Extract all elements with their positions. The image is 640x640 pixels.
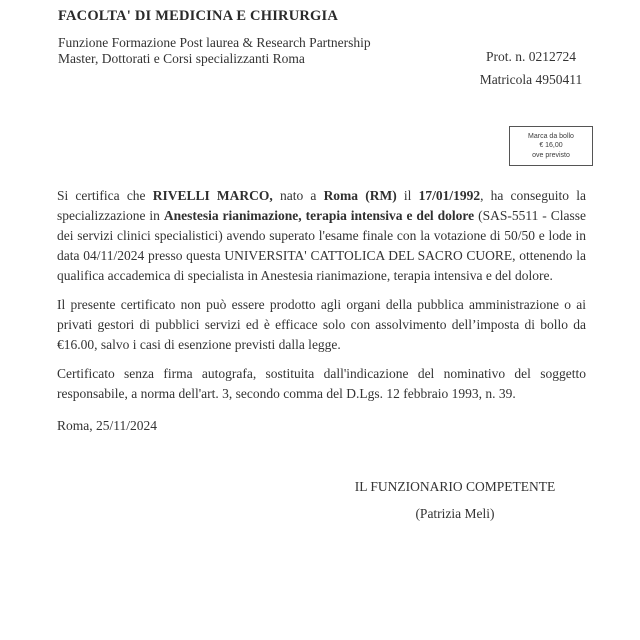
signatory-role: IL FUNZIONARIO COMPETENTE (354, 479, 556, 494)
letterhead (58, 8, 371, 66)
signatory-name: (Patrizia Meli) (415, 506, 495, 521)
department-line-2: Master, Dottorati e Corsi specializzanti Roma (58, 50, 305, 66)
protocol-number: Prot. n. 0212724 (485, 49, 576, 64)
protocol-block (431, 48, 631, 94)
matricola-number: Matricola 4950411 (479, 72, 583, 87)
revenue-stamp-box (509, 126, 593, 166)
stamp-line-1: Marca da bollo (528, 132, 574, 140)
signature-notice-paragraph: Certificato senza firma autografa, sostituita dall'indicazione del nominativo del soggetto responsabile, a norma dell'art. 3, secondo comma del D.Lgs. 12 febbraio 1993, n. 39. (57, 366, 586, 401)
department-line-1: Funzione Formazione Post laurea & Research Partnership (58, 35, 371, 50)
signature-block (300, 477, 610, 524)
certification-paragraph: Si certifica che RIVELLI MARCO, nato a Roma (RM) il 17/01/1992, ha conseguito la specializzazione in Anestesia rianimazione, terapia intensiva e del dolore (SAS-5511 - Classe dei servizi clinici specialistici) avendo superato l'esame finale con la votazione di 50/50 e lode in data 04/11/2024 presso questa UNIVERSITA' CATTOLICA DEL SACRO CUORE, ottenendo la qualifica accademica di specialista in Anestesia rianimazione, terapia intensiva e del dolore. (57, 188, 586, 283)
stamp-line-3: ove previsto (532, 151, 570, 159)
validity-paragraph: Il presente certificato non può essere prodotto agli organi della pubblica amministrazione o ai privati gestori di pubblici servizi ed è efficace solo con assolvimento dell’imposta di bollo da €16.00, salvo i casi di esenzione previsti dalla legge. (57, 297, 586, 352)
certificate-body (57, 186, 586, 436)
stamp-line-2: € 16,00 (539, 142, 563, 150)
faculty-title: FACOLTA' DI MEDICINA E CHIRURGIA (58, 8, 339, 24)
place-date-line: Roma, 25/11/2024 (57, 418, 157, 433)
